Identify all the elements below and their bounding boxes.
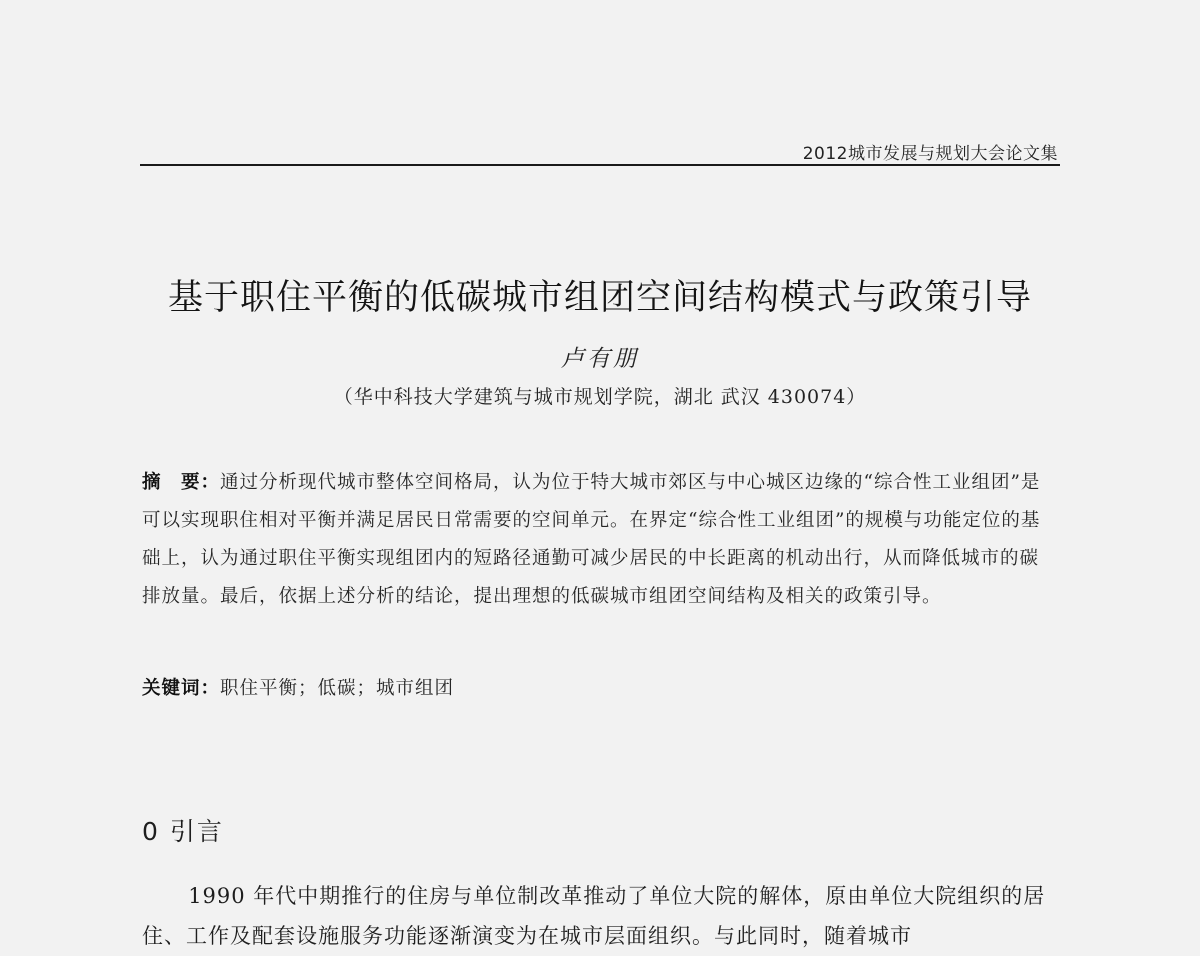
- keywords-text: 职住平衡；低碳；城市组团: [220, 678, 455, 699]
- paper-affiliation: （华中科技大学建筑与城市规划学院，湖北 武汉 430074）: [333, 386, 867, 408]
- keywords-label: 关键词：: [142, 678, 221, 699]
- abstract-text: 通过分析现代城市整体空间格局，认为位于特大城市郊区与中心城区边缘的“综合性工业组团”是可以实现职住相对平衡并满足居民日常需要的空间单元。在界定“综合性工业组团”的规模与功能定位的基础上，认为通过职住平衡实现组团内的短路径通勤可减少居民的中长距离的机动出行，从而降低城市的碳排放量。最后，依据上述分析的结论，提出理想的低碳城市组团空间结构及相关的政策引导。: [142, 472, 1041, 607]
- abstract: [142, 464, 1057, 616]
- paper-author: 卢有朋: [561, 346, 639, 372]
- body-paragraph: 1990 年代中期推行的住房与单位制改革推动了单位大院的解体，原由单位大院组织的居住、工作及配套设施服务功能逐渐演变为在城市层面组织。与此同时，随着城市: [142, 884, 1046, 948]
- section-heading-intro: 0 引言: [142, 817, 224, 846]
- paper-title: 基于职住平衡的低碳城市组团空间结构模式与政策引导: [167, 278, 1032, 318]
- running-head: 2012城市发展与规划大会论文集: [802, 144, 1058, 164]
- keywords: [142, 674, 1057, 704]
- header-rule: [140, 164, 1060, 166]
- abstract-label: 摘 要：: [142, 472, 221, 493]
